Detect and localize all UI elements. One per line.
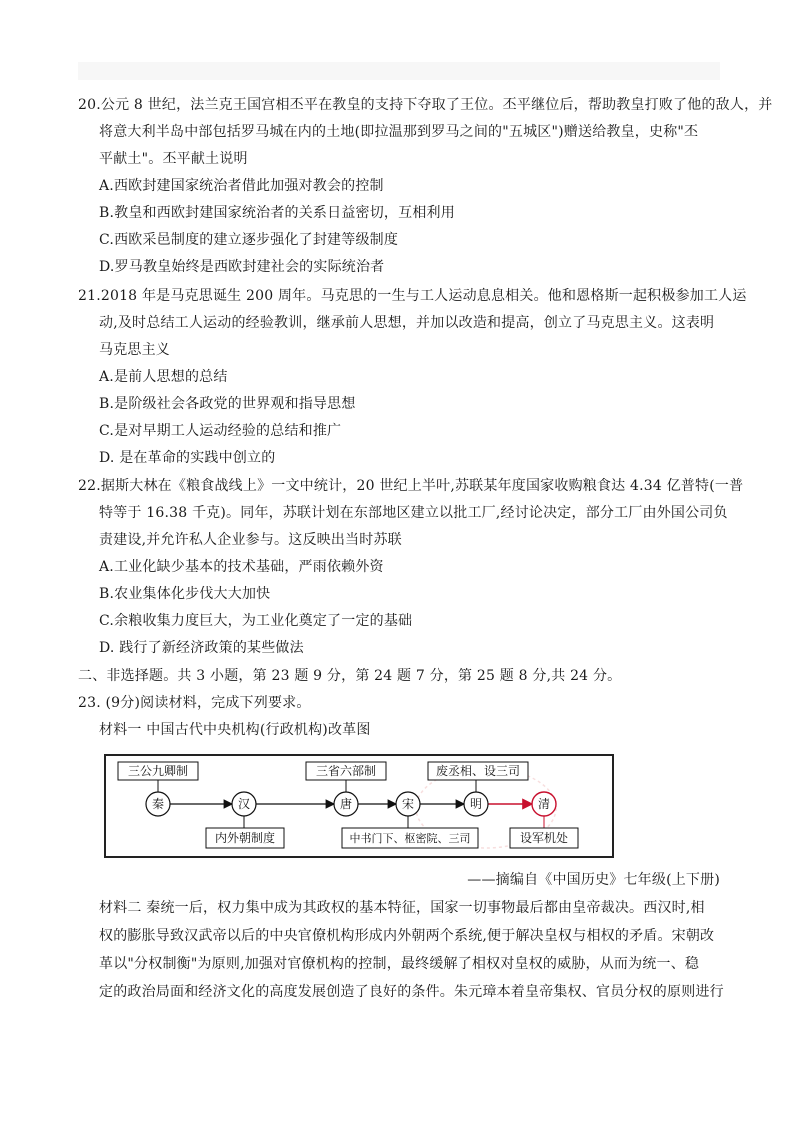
q22-option-b[interactable]: B.农业集体化步伐大大加快 bbox=[99, 586, 271, 602]
dynasty-ming: 明 bbox=[469, 797, 483, 811]
q22-stem-line3: 责建设,并允许私人企业参与。这反映出当时苏联 bbox=[99, 532, 402, 548]
q22-stem-line1: 22.据斯大林在《粮食战线上》一文中统计，20 世纪上半叶,苏联某年度国家收购粮食达 4.34 亿普特(一普 bbox=[78, 478, 744, 494]
reform-diagram bbox=[104, 754, 614, 858]
q20-option-c[interactable]: C.西欧采邑制度的建立逐步强化了封建等级制度 bbox=[99, 232, 399, 248]
dynasty-tang: 唐 bbox=[339, 797, 353, 811]
q23-intro: 23. (9分)阅读材料，完成下列要求。 bbox=[78, 695, 311, 711]
q21-option-a[interactable]: A.是前人思想的总结 bbox=[99, 369, 228, 385]
source-citation: ——摘编自《中国历史》七年级(上下册) bbox=[467, 872, 720, 888]
material1-title: 材料一 中国古代中央机构(行政机构)改革图 bbox=[99, 722, 371, 738]
box-feichengxiang-label: 废丞相、设三司 bbox=[435, 764, 521, 778]
material2-line3: 革以"分权制衡"为原则,加强对官僚机构的控制，最终缓解了相权对皇权的威胁，从而为统一、稳 bbox=[99, 956, 700, 972]
q22-option-a[interactable]: A.工业化缺少基本的技术基础，严雨依赖外资 bbox=[99, 559, 384, 575]
q21-stem-line3: 马克思主义 bbox=[99, 342, 170, 358]
dynasty-qin: 秦 bbox=[151, 797, 165, 811]
q20-stem-line2: 将意大利半岛中部包括罗马城在内的土地(即拉温那到罗马之间的"五城区")赠送给教皇，史称"丕 bbox=[99, 124, 699, 140]
box-neiwaichao-label: 内外朝制度 bbox=[214, 831, 276, 845]
box-sangong-label: 三公九卿制 bbox=[127, 764, 189, 778]
material2-line2: 权的膨胀导致汉武帝以后的中央官僚机构形成内外朝两个系统,便于解决皇权与相权的矛盾。宋朝改 bbox=[99, 928, 715, 944]
reform-diagram-svg bbox=[106, 756, 612, 856]
box-zhongshu-label: 中书门下、枢密院、三司 bbox=[349, 832, 471, 845]
dynasty-qing: 清 bbox=[537, 797, 551, 811]
box-sansheng-label: 三省六部制 bbox=[315, 764, 377, 778]
dynasty-song: 宋 bbox=[401, 797, 415, 811]
q21-stem-line2: 动,及时总结工人运动的经验教训，继承前人思想，并加以改造和提高，创立了马克思主义。这表明 bbox=[99, 315, 715, 331]
box-junjichu-label: 设军机处 bbox=[519, 831, 569, 845]
q22-option-c[interactable]: C.余粮收集力度巨大，为工业化奠定了一定的基础 bbox=[99, 613, 413, 629]
q22-stem-line2: 特等于 16.38 千克)。同年，苏联计划在东部地区建立以批工厂,经讨论决定，部分工厂由外国公司负 bbox=[99, 505, 728, 521]
material2-line1: 材料二 秦统一后，权力集中成为其政权的基本特征，国家一切事物最后都由皇帝裁决。西汉时,相 bbox=[99, 900, 705, 916]
q22-option-d[interactable]: D. 践行了新经济政策的某些做法 bbox=[99, 640, 304, 656]
q20-option-d[interactable]: D.罗马教皇始终是西欧封建社会的实际统治者 bbox=[99, 259, 385, 275]
q20-option-b[interactable]: B.教皇和西欧封建国家统治者的关系日益密切，互相利用 bbox=[99, 205, 455, 221]
q21-option-d[interactable]: D. 是在革命的实践中创立的 bbox=[99, 450, 276, 466]
dynasty-han: 汉 bbox=[237, 797, 251, 811]
section-heading: 二、非选择题。共 3 小题，第 23 题 9 分，第 24 题 7 分，第 25 题 8 分,共 24 分。 bbox=[78, 668, 622, 684]
q21-stem-line1: 21.2018 年是马克思诞生 200 周年。马克思的一生与工人运动息息相关。他和恩格斯一起积极参加工人运 bbox=[78, 288, 747, 304]
q21-option-b[interactable]: B.是阶级社会各政党的世界观和指导思想 bbox=[99, 396, 356, 412]
q20-stem-line3: 平献土"。丕平献土说明 bbox=[99, 151, 248, 167]
material2-line4: 定的政治局面和经济文化的高度发展创造了良好的条件。朱元璋本着皇帝集权、官员分权的原则进行 bbox=[99, 984, 724, 1000]
q20-stem-line1: 20.公元 8 世纪，法兰克王国宫相丕平在教皇的支持下夺取了王位。丕平继位后，帮助教皇打败了他的敌人，并 bbox=[78, 97, 773, 113]
q21-option-c[interactable]: C.是对早期工人运动经验的总结和推广 bbox=[99, 423, 342, 439]
q20-option-a[interactable]: A.西欧封建国家统治者借此加强对教会的控制 bbox=[99, 178, 384, 194]
